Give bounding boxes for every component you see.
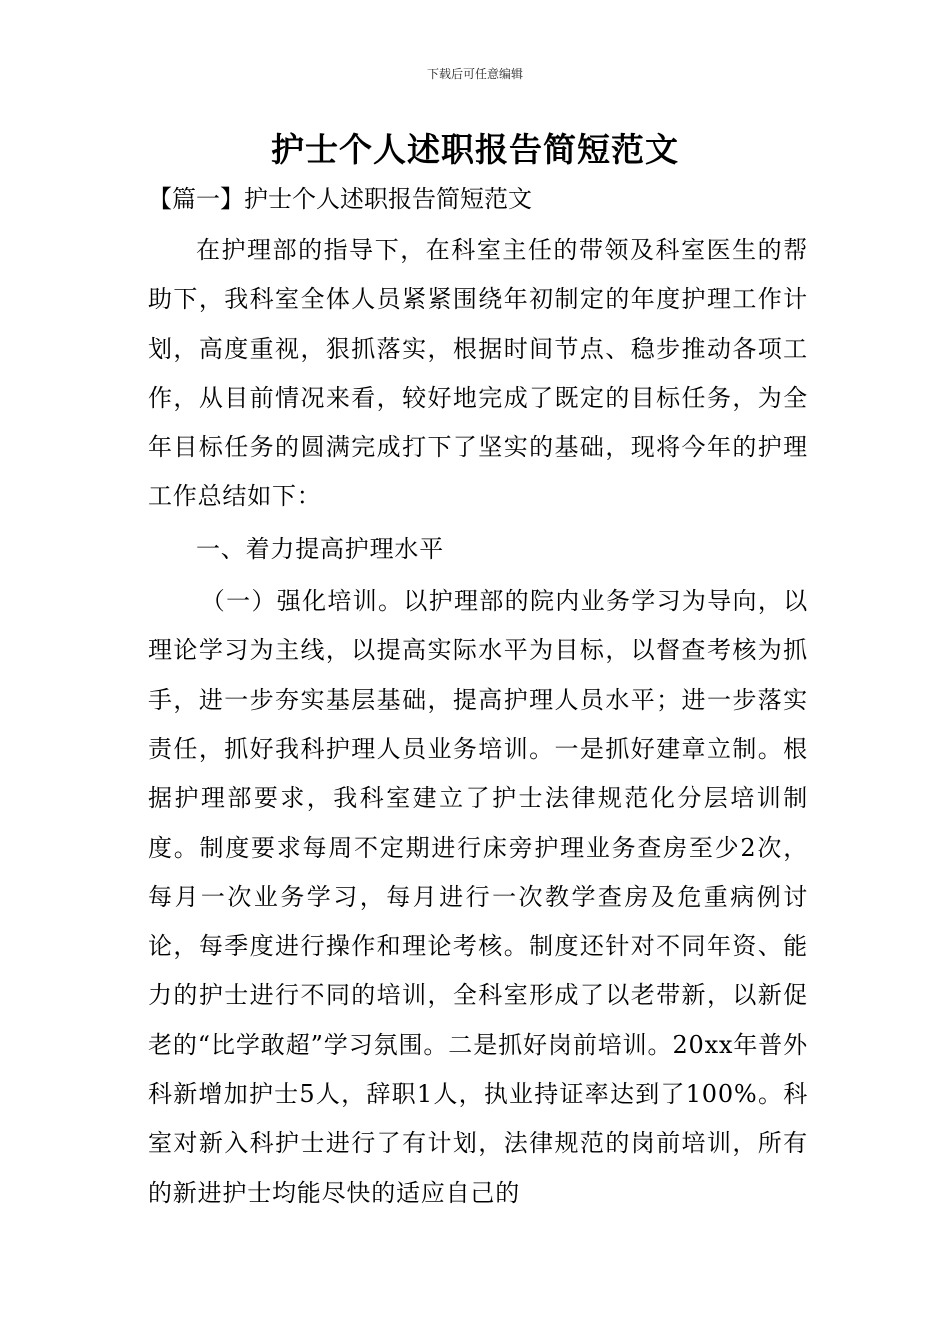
- document-title: 护士个人述职报告简短范文: [271, 130, 679, 169]
- intro-paragraph: 在护理部的指导下，在科室主任的带领及科室医生的帮助下，我科室全体人员紧紧围绕年初制定的年度护理工作计划，高度重视，狠抓落实，根据时间节点、稳步推动各项工作，从目前情况来看，较好地完成了既定的目标任务，为全年目标任务的圆满完成打下了坚实的基础，现将今年的护理工作总结如下：: [148, 236, 808, 511]
- document-body: [148, 226, 808, 1218]
- item-1-paragraph: （一）强化培训。以护理部的院内业务学习为导向，以理论学习为主线，以提高实际水平为目标，以督查考核为抓手，进一步夯实基层基础，提高护理人员水平；进一步落实责任，抓好我科护理人员业务培训。一是抓好建章立制。根据护理部要求，我科室建立了护士法律规范化分层培训制度。制度要求每周不定期进行床旁护理业务查房至少2次，每月一次业务学习，每月进行一次教学查房及危重病例讨论，每季度进行操作和理论考核。制度还针对不同年资、能力的护士进行不同的培训，全科室形成了以老带新，以新促老的“比学敢超”学习氛围。二是抓好岗前培训。20xx年普外科新增加护士5人，辞职1人，执业持证率达到了100%。科室对新入科护士进行了有计划，法律规范的岗前培训，所有的新进护士均能尽快的适应自己的: [148, 587, 808, 1207]
- header-note: 下载后可任意编辑: [426, 67, 523, 81]
- heading-1: 一、着力提高护理水平: [196, 534, 444, 563]
- section-heading: 【篇一】护士个人述职报告简短范文: [148, 185, 532, 213]
